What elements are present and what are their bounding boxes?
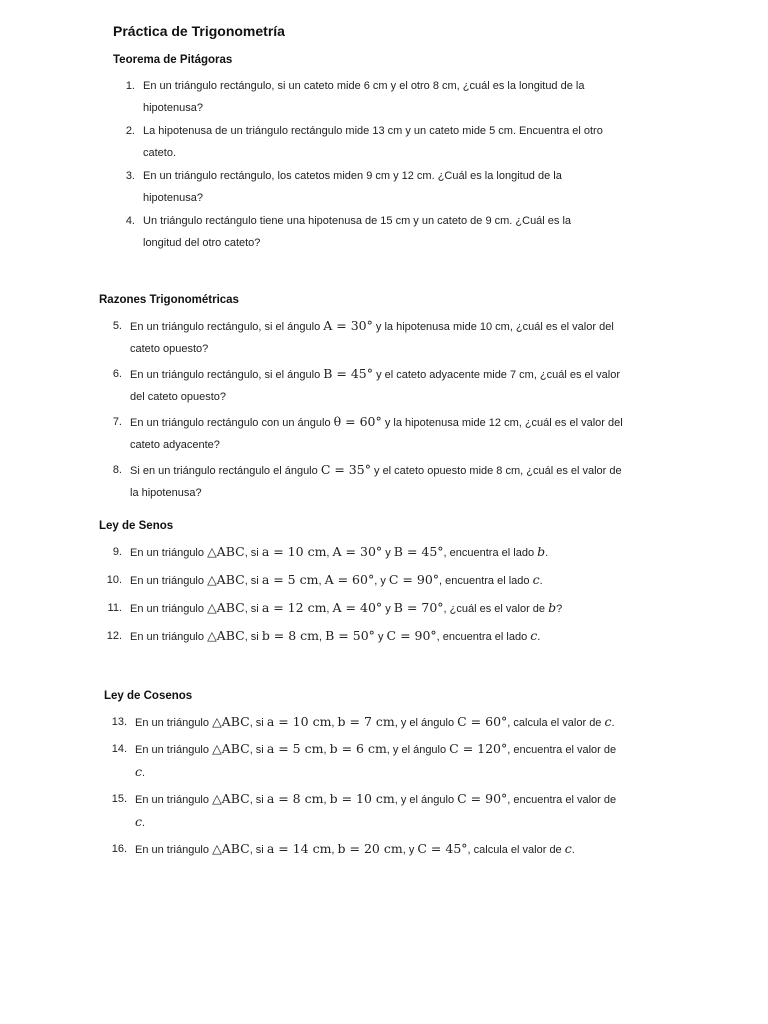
text-segment: , bbox=[323, 794, 330, 806]
problem-text bbox=[143, 120, 605, 164]
problem-item bbox=[113, 165, 605, 209]
problem-text bbox=[130, 597, 659, 620]
text-segment: , encuentra el valor de bbox=[507, 794, 617, 806]
problem-number: 7. bbox=[112, 416, 122, 428]
math-expression: △ABC bbox=[207, 544, 245, 559]
problem-text bbox=[130, 625, 659, 648]
text-segment: , y el ángulo bbox=[394, 794, 458, 806]
math-expression: a = 5 cm bbox=[261, 572, 319, 587]
math-expression: △ABC bbox=[207, 572, 245, 587]
problem-item bbox=[99, 315, 625, 360]
text-segment: y bbox=[382, 547, 394, 559]
problem-number: 9. bbox=[112, 546, 122, 558]
text-segment: , y el ángulo bbox=[394, 717, 458, 729]
text-segment: . bbox=[539, 575, 543, 587]
problem-number: 8. bbox=[112, 464, 122, 476]
problem-item bbox=[113, 210, 605, 254]
problem-item bbox=[113, 120, 605, 164]
problem-text bbox=[130, 363, 625, 408]
math-expression: A = 30° bbox=[332, 544, 383, 559]
text-segment: y la hipotenusa mide 10 cm, ¿cuál es el valor del cateto opuesto? bbox=[130, 321, 614, 355]
problem-item bbox=[104, 711, 626, 734]
problem-item bbox=[99, 459, 625, 504]
problem-text bbox=[135, 711, 626, 734]
text-segment: , calcula el valor de bbox=[507, 717, 605, 729]
problem-text bbox=[130, 569, 659, 592]
problem-item bbox=[99, 625, 659, 648]
problem-list-senos bbox=[99, 541, 659, 648]
problem-number: 6. bbox=[112, 368, 122, 380]
text-segment: , bbox=[326, 547, 333, 559]
problem-text bbox=[130, 315, 625, 360]
math-expression: B = 45° bbox=[323, 366, 374, 381]
math-expression: a = 8 cm bbox=[266, 791, 324, 806]
text-segment: , y el ángulo bbox=[386, 744, 450, 756]
math-expression: c bbox=[564, 841, 572, 856]
problem-item bbox=[99, 569, 659, 592]
math-expression: b bbox=[548, 600, 557, 615]
text-segment: En un triángulo rectángulo con un ángulo bbox=[130, 417, 334, 429]
page-title: Práctica de Trigonometría bbox=[113, 23, 285, 39]
text-segment: En un triángulo rectángulo, si el ángulo bbox=[130, 369, 324, 381]
text-segment: , encuentra el valor de bbox=[507, 744, 617, 756]
text-segment: , calcula el valor de bbox=[467, 844, 565, 856]
problem-item bbox=[104, 838, 626, 861]
math-expression: a = 12 cm bbox=[261, 600, 327, 615]
problem-number: 2. bbox=[125, 125, 135, 137]
math-expression: b = 6 cm bbox=[329, 741, 387, 756]
math-expression: b = 10 cm bbox=[329, 791, 395, 806]
problem-item bbox=[104, 788, 626, 834]
problem-text bbox=[135, 788, 626, 834]
math-expression: C = 35° bbox=[320, 462, 371, 477]
problem-item bbox=[99, 363, 625, 408]
problem-text bbox=[135, 838, 626, 861]
text-segment: . bbox=[611, 717, 615, 729]
text-segment: , y bbox=[402, 844, 418, 856]
text-segment: En un triángulo bbox=[135, 744, 213, 756]
text-segment: , bbox=[331, 844, 338, 856]
problem-item bbox=[99, 597, 659, 620]
text-segment: , si bbox=[249, 717, 267, 729]
math-expression: B = 45° bbox=[393, 544, 444, 559]
math-expression: c bbox=[530, 628, 538, 643]
math-expression: C = 90° bbox=[388, 572, 440, 587]
math-expression: △ABC bbox=[212, 791, 250, 806]
problem-item bbox=[99, 411, 625, 456]
math-expression: A = 40° bbox=[332, 600, 383, 615]
text-segment: , bbox=[318, 575, 325, 587]
math-expression: a = 14 cm bbox=[266, 841, 332, 856]
text-segment: y bbox=[374, 631, 387, 643]
math-expression: a = 5 cm bbox=[266, 741, 324, 756]
text-segment: , si bbox=[249, 794, 267, 806]
problem-item bbox=[104, 738, 626, 784]
text-segment: , bbox=[323, 744, 330, 756]
math-expression: △ABC bbox=[212, 714, 250, 729]
text-segment: , si bbox=[244, 603, 262, 615]
text-segment: Un triángulo rectángulo tiene una hipotenusa de 15 cm y un cateto de 9 cm. ¿Cuál es la longitud del otro cateto? bbox=[143, 215, 572, 249]
math-expression: b = 8 cm bbox=[261, 628, 320, 643]
math-expression: C = 120° bbox=[449, 741, 508, 756]
text-segment: En un triángulo rectángulo, los catetos miden 9 cm y 12 cm. ¿Cuál es la longitud de la hipotenusa? bbox=[143, 170, 562, 204]
text-segment: , bbox=[326, 603, 333, 615]
math-expression: △ABC bbox=[212, 841, 250, 856]
text-segment: , y bbox=[374, 575, 389, 587]
problem-number: 1. bbox=[125, 80, 135, 92]
text-segment: . bbox=[142, 767, 146, 779]
text-segment: , encuentra el lado bbox=[439, 575, 533, 587]
text-segment: y bbox=[382, 603, 394, 615]
problem-number: 15. bbox=[111, 793, 127, 805]
text-segment: y el cateto adyacente mide 7 cm, ¿cuál es el valor del cateto opuesto? bbox=[130, 369, 621, 403]
math-expression: △ABC bbox=[207, 628, 245, 643]
text-segment: En un triángulo bbox=[135, 794, 213, 806]
problem-list-razones bbox=[99, 315, 625, 504]
problem-text bbox=[143, 165, 605, 209]
math-expression: A = 60° bbox=[324, 572, 375, 587]
problem-text bbox=[130, 411, 625, 456]
math-expression: C = 60° bbox=[457, 714, 508, 729]
text-segment: En un triángulo bbox=[135, 717, 213, 729]
math-expression: △ABC bbox=[207, 600, 245, 615]
problem-item bbox=[113, 75, 605, 119]
math-expression: θ = 60° bbox=[333, 414, 382, 429]
problem-number: 5. bbox=[112, 320, 122, 332]
problem-text bbox=[130, 541, 659, 564]
text-segment: En un triángulo rectángulo, si el ángulo bbox=[130, 321, 324, 333]
problem-number: 16. bbox=[111, 843, 127, 855]
text-segment: y la hipotenusa mide 12 cm, ¿cuál es el valor del cateto adyacente? bbox=[130, 417, 623, 451]
section-heading-senos: Ley de Senos bbox=[99, 520, 174, 532]
section-heading-razones: Razones Trigonométricas bbox=[99, 294, 239, 306]
text-segment: . bbox=[571, 844, 575, 856]
text-segment: , encuentra el lado bbox=[443, 547, 538, 559]
text-segment: . bbox=[142, 817, 146, 829]
problem-number: 14. bbox=[111, 743, 127, 755]
text-segment: . bbox=[537, 631, 541, 643]
text-segment: Si en un triángulo rectángulo el ángulo bbox=[130, 465, 321, 477]
text-segment: , encuentra el lado bbox=[436, 631, 531, 643]
problem-list-pitagoras bbox=[113, 75, 605, 254]
math-expression: C = 45° bbox=[417, 841, 468, 856]
text-segment: La hipotenusa de un triángulo rectángulo mide 13 cm y un cateto mide 5 cm. Encuentra el otro cateto. bbox=[143, 125, 603, 159]
problem-text bbox=[135, 738, 626, 784]
problem-list-cosenos bbox=[104, 711, 626, 861]
text-segment: , bbox=[319, 631, 326, 643]
math-expression: c bbox=[532, 572, 540, 587]
problem-number: 10. bbox=[106, 574, 122, 586]
text-segment: En un triángulo bbox=[130, 547, 208, 559]
problem-text bbox=[130, 459, 625, 504]
text-segment: , ¿cuál es el valor de bbox=[443, 603, 549, 615]
problem-number: 11. bbox=[107, 602, 122, 614]
math-expression: a = 10 cm bbox=[266, 714, 332, 729]
text-segment: En un triángulo bbox=[130, 575, 208, 587]
problem-number: 4. bbox=[125, 215, 135, 227]
math-expression: A = 30° bbox=[323, 318, 373, 333]
math-expression: b = 7 cm bbox=[337, 714, 395, 729]
math-expression: B = 70° bbox=[393, 600, 444, 615]
section-heading-pitagoras: Teorema de Pitágoras bbox=[113, 54, 233, 66]
text-segment: En un triángulo bbox=[135, 844, 213, 856]
math-expression: a = 10 cm bbox=[261, 544, 327, 559]
problem-text bbox=[143, 75, 605, 119]
text-segment: , si bbox=[249, 744, 267, 756]
text-segment: En un triángulo rectángulo, si un cateto mide 6 cm y el otro 8 cm, ¿cuál es la longitud de la hipotenusa? bbox=[143, 80, 585, 114]
text-segment: , si bbox=[244, 547, 262, 559]
text-segment: ? bbox=[556, 603, 563, 615]
math-expression: b = 20 cm bbox=[337, 841, 403, 856]
math-expression: C = 90° bbox=[457, 791, 508, 806]
text-segment: y el cateto opuesto mide 8 cm, ¿cuál es el valor de la hipotenusa? bbox=[130, 465, 622, 499]
problem-number: 3. bbox=[125, 170, 135, 182]
math-expression: C = 90° bbox=[386, 628, 437, 643]
math-expression: B = 50° bbox=[325, 628, 375, 643]
text-segment: , si bbox=[249, 844, 267, 856]
math-expression: △ABC bbox=[212, 741, 250, 756]
problem-text bbox=[143, 210, 605, 254]
text-segment: . bbox=[545, 547, 549, 559]
text-segment: En un triángulo bbox=[130, 603, 208, 615]
problem-number: 12. bbox=[106, 630, 122, 642]
math-expression: c bbox=[604, 714, 612, 729]
problem-item bbox=[99, 541, 659, 564]
math-expression: b bbox=[537, 544, 546, 559]
text-segment: , bbox=[331, 717, 338, 729]
math-expression: c bbox=[135, 764, 143, 779]
section-heading-cosenos: Ley de Cosenos bbox=[104, 690, 193, 702]
text-segment: , si bbox=[244, 575, 262, 587]
math-expression: c bbox=[135, 814, 143, 829]
text-segment: , si bbox=[244, 631, 262, 643]
text-segment: En un triángulo bbox=[130, 631, 208, 643]
problem-number: 13. bbox=[111, 716, 127, 728]
